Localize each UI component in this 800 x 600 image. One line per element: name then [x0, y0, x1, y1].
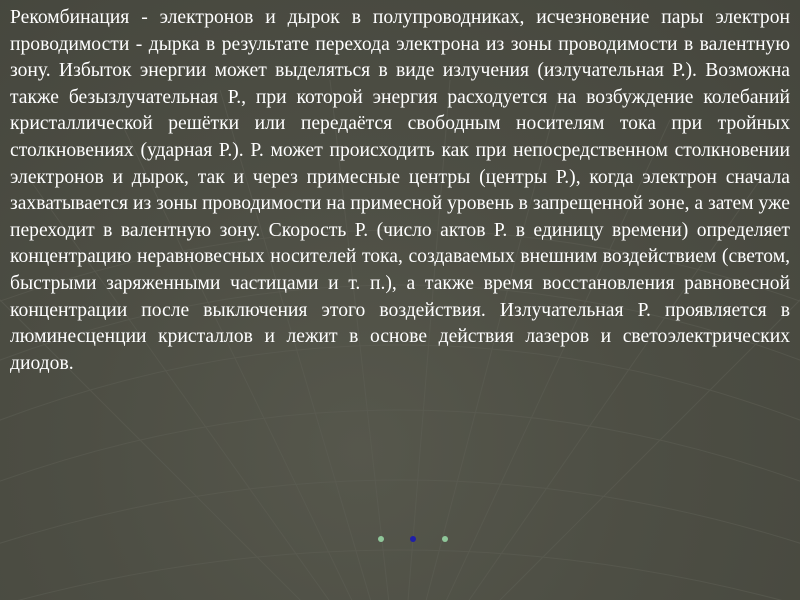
- body-paragraph: Рекомбинация - электронов и дырок в полупроводниках, исчезновение пары электрон проводимости - дырка в результате перехода электрона из зоны проводимости в валентную зону. Избыток энергии может выделяться в виде излучения (излучательная Р.). Возможна также безызлучательная Р., при которой энергия расходуется на возбуждение колебаний кристаллической решётки или передаётся свободным носителям тока при тройных столкновениях (ударная Р.). Р. может происходить как при непосредственном столкновении электронов и дырок, так и через примесные центры (центры Р.), когда электрон сначала захватывается из зоны проводимости на примесной уровень в запрещенной зоне, а затем уже переходит в валентную зону. Скорость Р. (число актов Р. в единицу времени) определяет концентрацию неравновесных носителей тока, создаваемых внешним воздействием (светом, быстрыми заряженными частицами и т. п.), а также время восстановления равновесной концентрации после выключения этого воздействия. Излучательная Р. проявляется в люминесценции кристаллов и лежит в основе действия лазеров и светоэлектрических диодов.: [10, 7, 790, 374]
- navigation-dots: [370, 531, 460, 547]
- right-dot-icon: [442, 536, 448, 542]
- center-dot-icon: [410, 536, 416, 542]
- left-dot-icon: [378, 536, 384, 542]
